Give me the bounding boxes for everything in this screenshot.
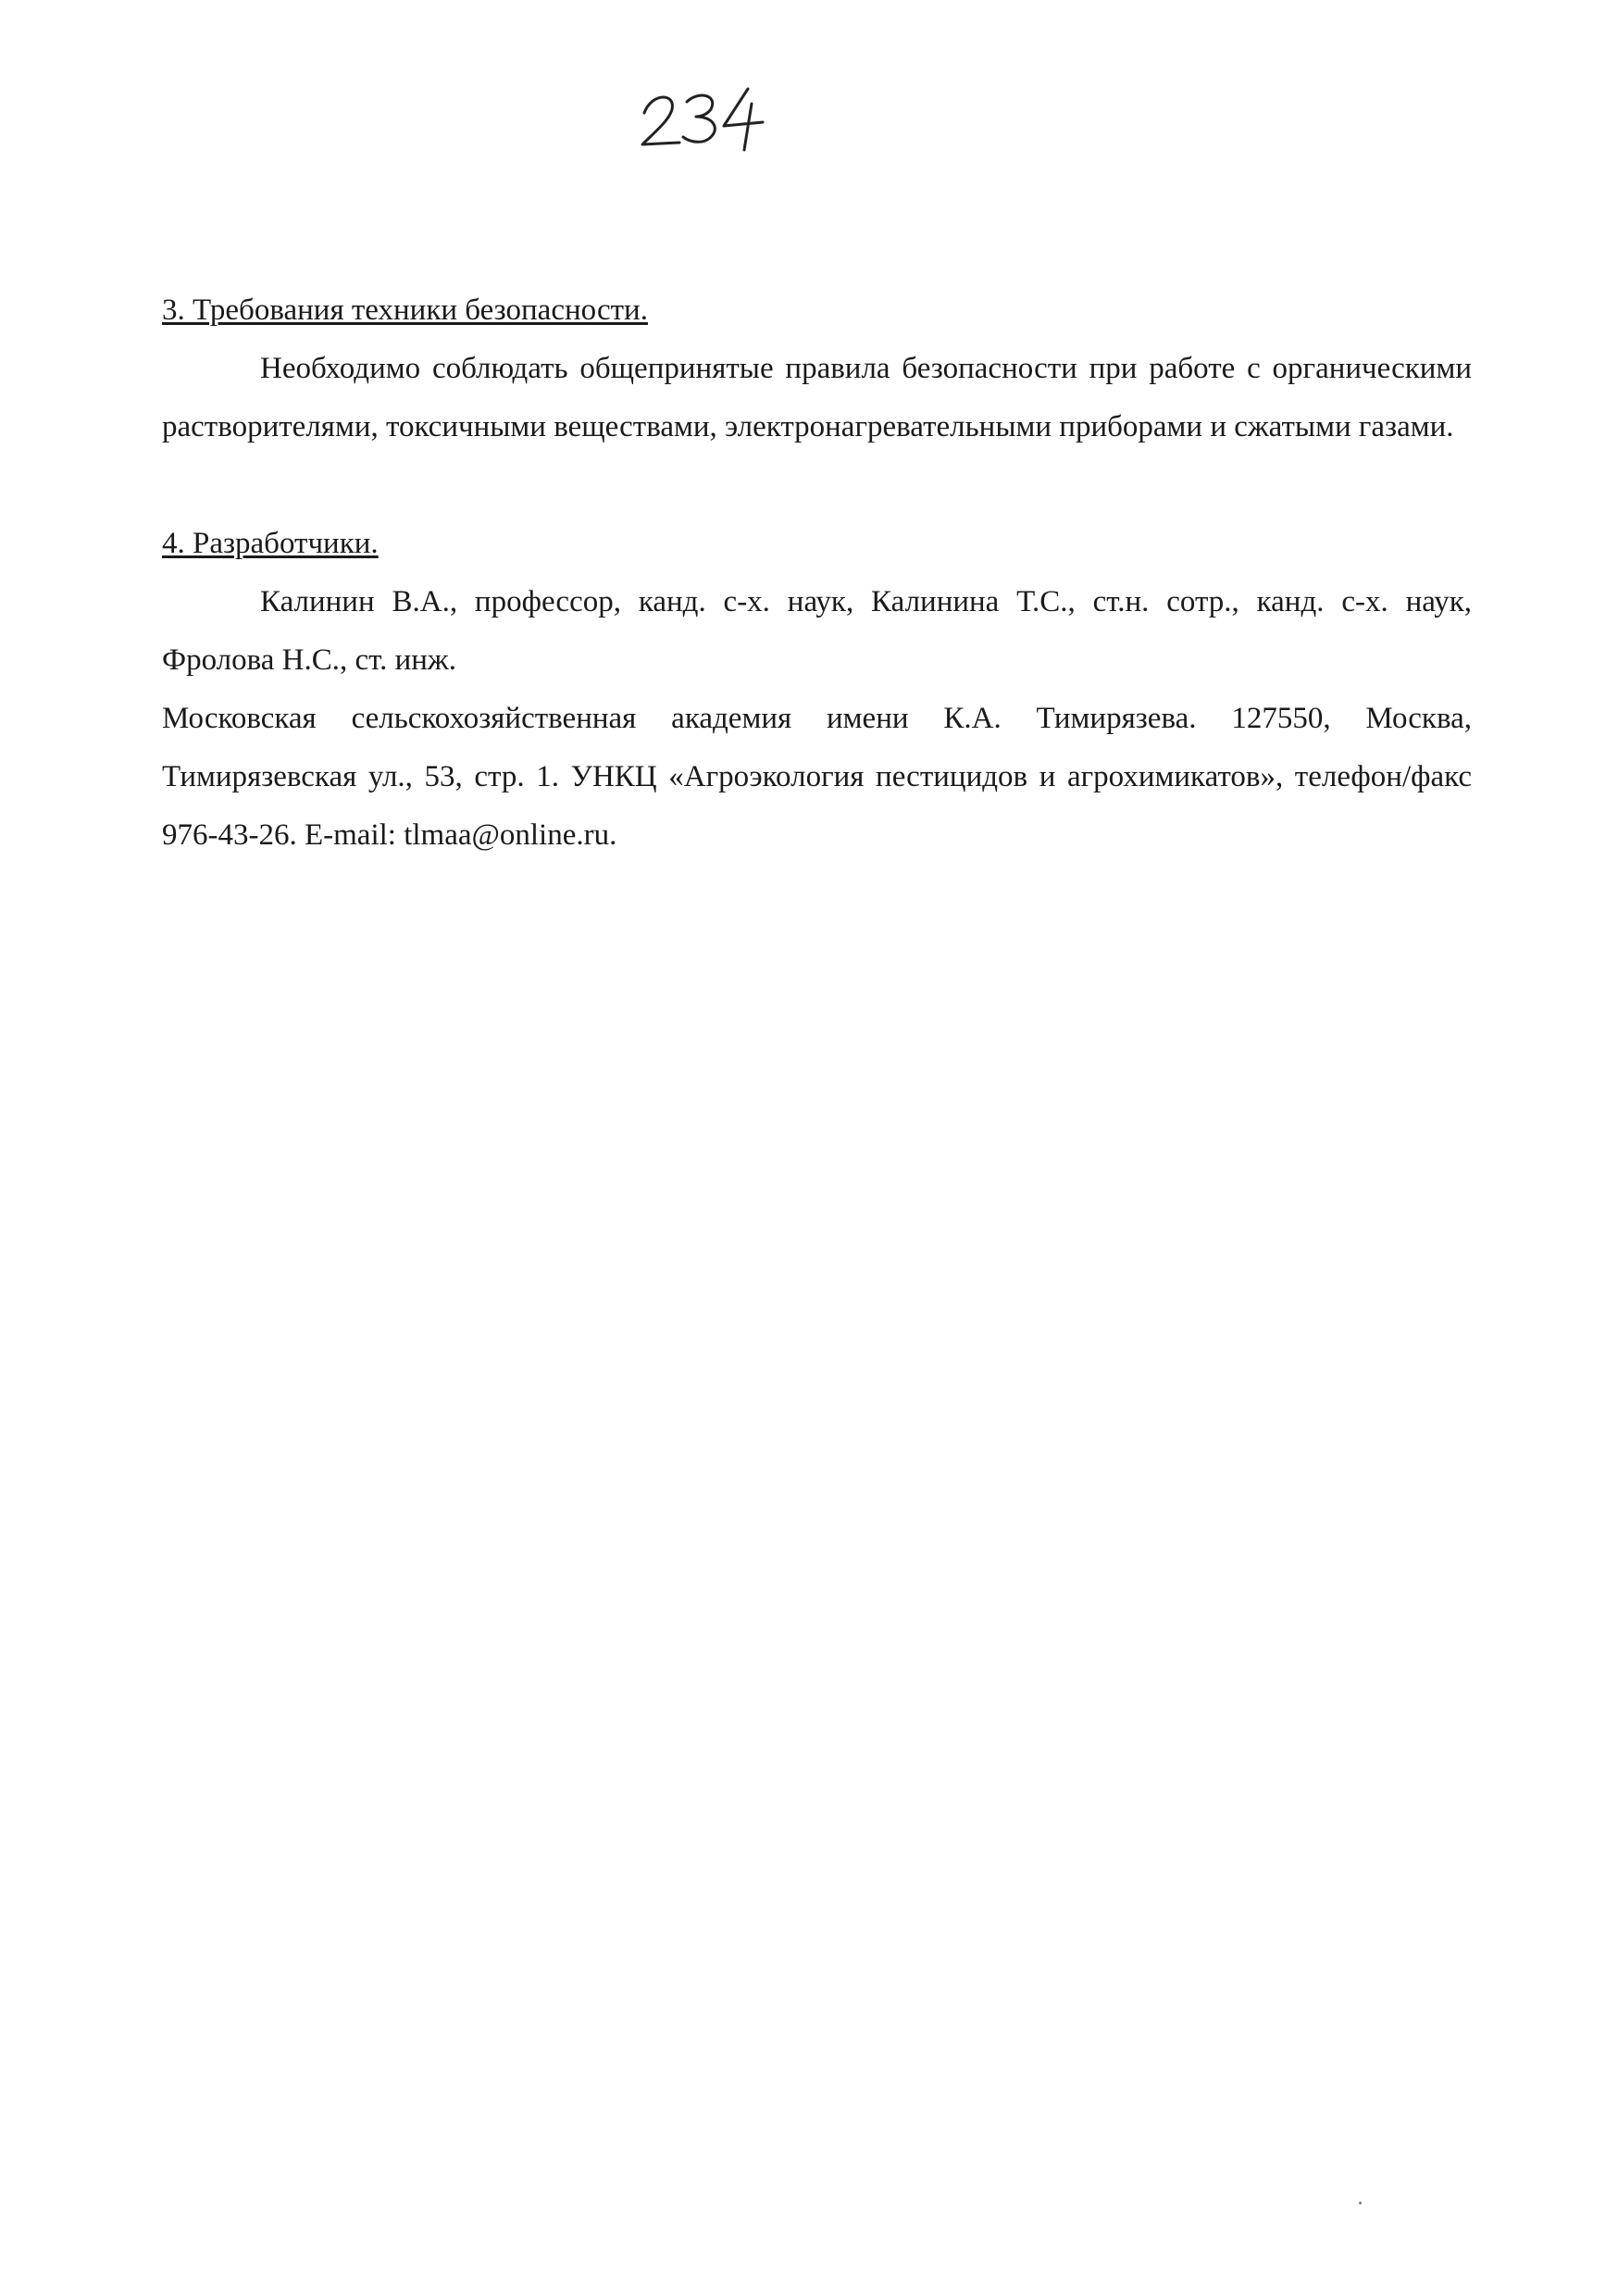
developers-authors: Калинин В.А., профессор, канд. с-х. наук, Калинина Т.С., ст.н. сотр., канд. с-х. наук, Фролова Н.С., ст. инж. — [162, 585, 1472, 677]
section-safety-text: Необходимо соблюдать общепринятые правила безопасности при работе с органическими растворителями, токсичными веществами, электронагревательными приборами и сжатыми газами. — [162, 352, 1472, 443]
handwritten-page-number — [639, 81, 768, 156]
page-number-drawing — [639, 81, 768, 156]
scan-speck — [1359, 2202, 1362, 2204]
section-developers-title: 4. Разработчики. — [162, 527, 379, 560]
document-body — [162, 292, 1472, 865]
developers-institution: Московская сельскохозяйственная академия имени К.А. Тимирязева. 127550, Москва, Тимирязевская ул., 53, стр. 1. УНКЦ «Агроэкология пестицидов и агрохимикатов», телефон/факс 976-43-26. E-mail: tlmaa@online.ru. — [162, 702, 1472, 852]
section-safety-title: 3. Требования техники безопасности. — [162, 293, 648, 327]
